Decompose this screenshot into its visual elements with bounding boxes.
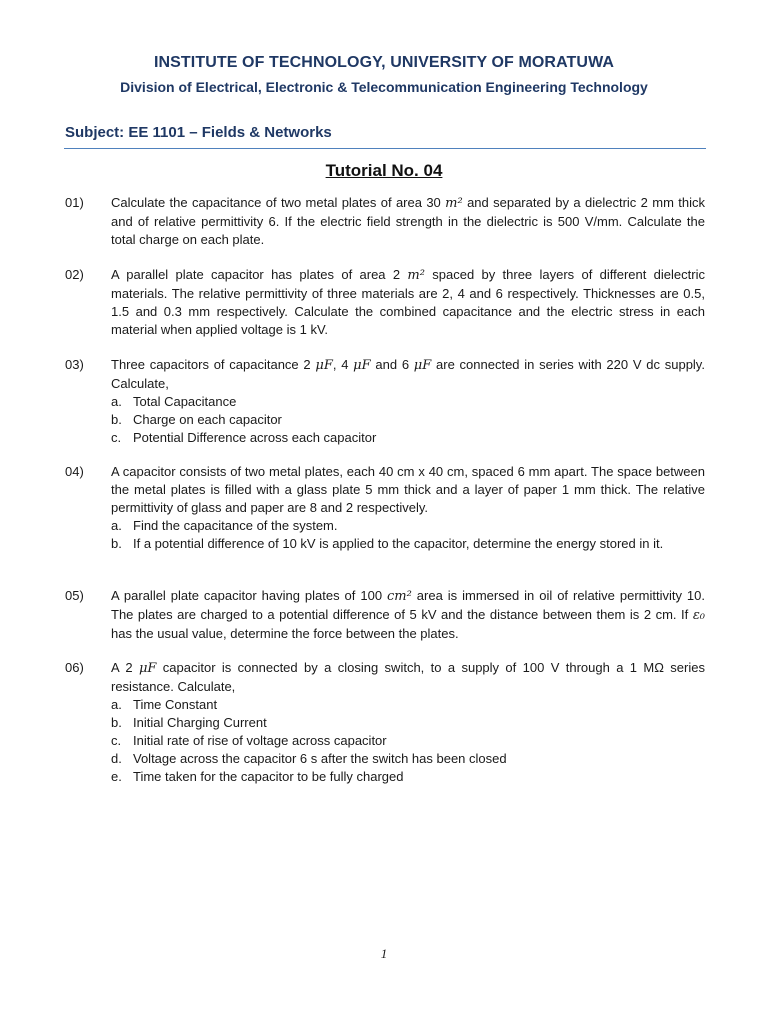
sub-question: [111, 411, 705, 429]
sub-question-letter: a.: [111, 394, 122, 409]
question-text-part: Calculate the capacitance of two metal plates of area 30: [111, 195, 446, 210]
question-text: [111, 587, 705, 643]
sub-question-list: [65, 517, 705, 553]
sub-question-letter: c.: [111, 430, 122, 445]
sub-question-list: [65, 393, 705, 447]
page-number: 1: [380, 946, 388, 961]
sub-question-text: Time taken for the capacitor to be fully charged: [133, 769, 404, 784]
question-text-part: spaced by three layers of different dielectric materials. The relative permittivity of three materials are 2, 4 and 6 respectively. Thicknesses are 0.5, 1.5 and 0.3 mm respectively. Calculate the combined capacitance and the electric stress in each material when applied voltage is 1 kV.: [111, 267, 705, 337]
sub-question-text: Potential Difference across each capacitor: [133, 430, 377, 445]
header-divider: [64, 148, 706, 149]
sub-question: [111, 429, 705, 447]
sub-question: [111, 714, 705, 732]
math-expression: ε₀: [692, 608, 705, 623]
question-2: [65, 266, 705, 339]
question-number: 06): [65, 660, 84, 675]
sub-question-text: Initial Charging Current: [133, 715, 267, 730]
sub-question: [111, 393, 705, 411]
math-expression: m²: [445, 196, 463, 211]
sub-question: [111, 750, 705, 768]
sub-question-letter: a.: [111, 697, 122, 712]
sub-question: [111, 768, 705, 786]
sub-question-text: Time Constant: [133, 697, 218, 712]
question-text-part: and 6: [370, 357, 414, 372]
question-number: 03): [65, 357, 84, 372]
sub-question-letter: c.: [111, 733, 122, 748]
sub-question-text: Initial rate of rise of voltage across capacitor: [133, 733, 387, 748]
question-text-part: has the usual value, determine the force between the plates.: [111, 626, 459, 641]
sub-question: [111, 732, 705, 750]
institute-heading: INSTITUTE OF TECHNOLOGY, UNIVERSITY OF MORATUWA: [153, 54, 615, 71]
sub-question-text: Find the capacitance of the system.: [133, 518, 338, 533]
question-number: 01): [65, 195, 84, 210]
question-text-part: A parallel plate capacitor having plates of 100: [111, 588, 388, 603]
question-4: [65, 463, 705, 553]
math-expression: cm²: [387, 589, 412, 604]
sub-question-text: Charge on each capacitor: [133, 412, 282, 427]
sub-question: [111, 535, 705, 553]
question-6: [65, 659, 705, 786]
sub-question-letter: b.: [111, 536, 122, 551]
math-expression: μF: [353, 358, 371, 373]
sub-question-letter: b.: [111, 715, 122, 730]
sub-question-letter: d.: [111, 751, 122, 766]
math-expression: m²: [407, 268, 425, 283]
sub-question-letter: b.: [111, 412, 122, 427]
question-5: [65, 587, 705, 643]
sub-question-text: If a potential difference of 10 kV is applied to the capacitor, determine the energy stored in it.: [133, 536, 664, 551]
question-number: 04): [65, 464, 84, 479]
question-text-part: capacitor is connected by a closing switch, to a supply of 100 V through a 1 MΩ series resistance. Calculate,: [111, 660, 705, 694]
question-text: [111, 659, 705, 696]
question-text-part: Three capacitors of capacitance 2: [111, 357, 316, 372]
sub-question-text: Total Capacitance: [133, 394, 237, 409]
question-text-part: , 4: [332, 357, 354, 372]
question-text-part: A 2: [111, 660, 139, 675]
question-number: 02): [65, 267, 84, 282]
question-3: [65, 356, 705, 447]
question-text-part: and separated by a dielectric 2 mm thick and of relative permittivity 6. If the electric field strength in the dielectric is 500 V/mm. Calculate the total charge on each plate.: [111, 195, 705, 247]
question-text-part: A parallel plate capacitor has plates of area 2: [111, 267, 408, 282]
tutorial-title: Tutorial No. 04: [325, 161, 443, 180]
question-number: 05): [65, 588, 84, 603]
question-text: [111, 266, 705, 339]
question-text: A capacitor consists of two metal plates, each 40 cm x 40 cm, spaced 6 mm apart. The space between the metal plates is filled with a glass plate 5 mm thick and a layer of paper 1 mm thick. The relative permittivity of glass and paper are 8 and 2 respectively.: [111, 464, 705, 515]
question-text: [111, 356, 705, 393]
question-text-part: are connected in series with 220 V dc supply. Calculate,: [111, 357, 705, 391]
math-expression: μF: [138, 661, 157, 676]
question-text: [111, 194, 705, 249]
question-1: [65, 194, 705, 249]
sub-question-list: [65, 696, 705, 786]
subject-line: Subject: EE 1101 – Fields & Networks: [65, 124, 332, 141]
division-heading: Division of Electrical, Electronic & Telecommunication Engineering Technology: [120, 79, 648, 95]
math-expression: μF: [413, 358, 432, 373]
sub-question: [111, 696, 705, 714]
math-expression: μF: [315, 358, 333, 373]
sub-question-letter: a.: [111, 518, 122, 533]
sub-question-text: Voltage across the capacitor 6 s after the switch has been closed: [133, 751, 507, 766]
sub-question-letter: e.: [111, 769, 122, 784]
question-text-part: area is immersed in oil of relative permittivity 10. The plates are charged to a potential difference of 5 kV and the distance between them is 2 cm. If: [111, 588, 706, 622]
sub-question: [111, 517, 705, 535]
